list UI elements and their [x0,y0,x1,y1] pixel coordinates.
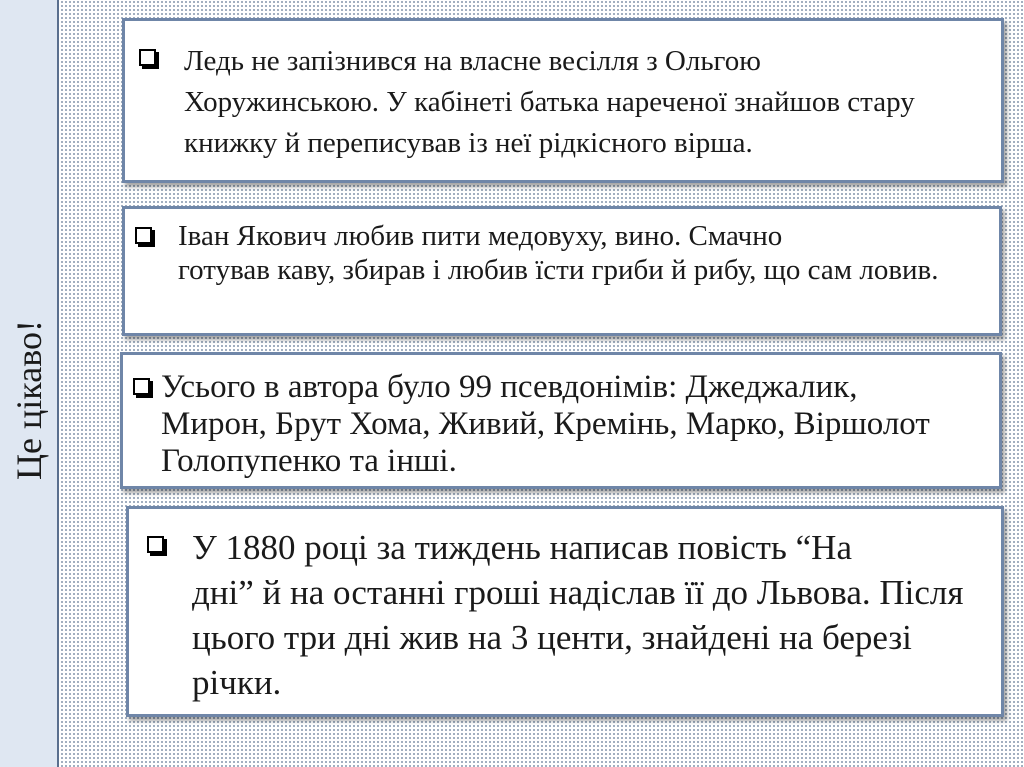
fact-text-line-first: Ледь не запізнився на власне весілля з Ольгою [184,45,761,77]
fact-text-rest: Мирон, Брут Хома, Живий, Кремінь, Марко, Віршолот Голопупенко та інші. [161,406,930,479]
fact-text [161,369,989,480]
fact-text-rest: готував каву, збирав і любив їсти гриби й рибу, що сам ловив. [178,254,939,286]
fact-text [184,41,987,164]
fact-text-rest: дні” й на останні гроші надіслав її до Львова. Після цього три дні жив на 3 центи, знайдені на березі річки. [192,573,964,702]
fact-card-habits [122,206,1002,336]
fact-item [125,209,999,287]
checkbox-square-icon [139,49,156,66]
fact-card-wedding [122,18,1004,183]
checkbox-square-icon [133,378,150,395]
fact-item [125,21,1001,164]
fact-text [192,525,991,705]
sidebar-title-wrap [7,300,51,500]
fact-text-line-first: У 1880 році за тиждень написав повість “На [192,528,852,567]
fact-text-rest: Хоружинською. У кабінеті батька нареченої знайшов стару книжку й переписував із неї рідкісного вірша. [184,86,915,159]
sidebar [0,0,59,767]
checkbox-square-icon [147,536,164,553]
fact-text [178,219,939,287]
fact-text-line-first: Іван Якович любив пити медовуху, вино. Смачно [178,220,783,252]
fact-item [123,355,999,480]
checkbox-square-icon [135,227,152,244]
sidebar-title: Це цікаво! [9,320,50,480]
fact-card-pseudonyms [120,352,1002,489]
fact-card-story [126,506,1004,717]
fact-text-line-first: Усього в автора було 99 псевдонімів: Джеджалик, [161,369,858,405]
fact-item [129,509,1001,705]
